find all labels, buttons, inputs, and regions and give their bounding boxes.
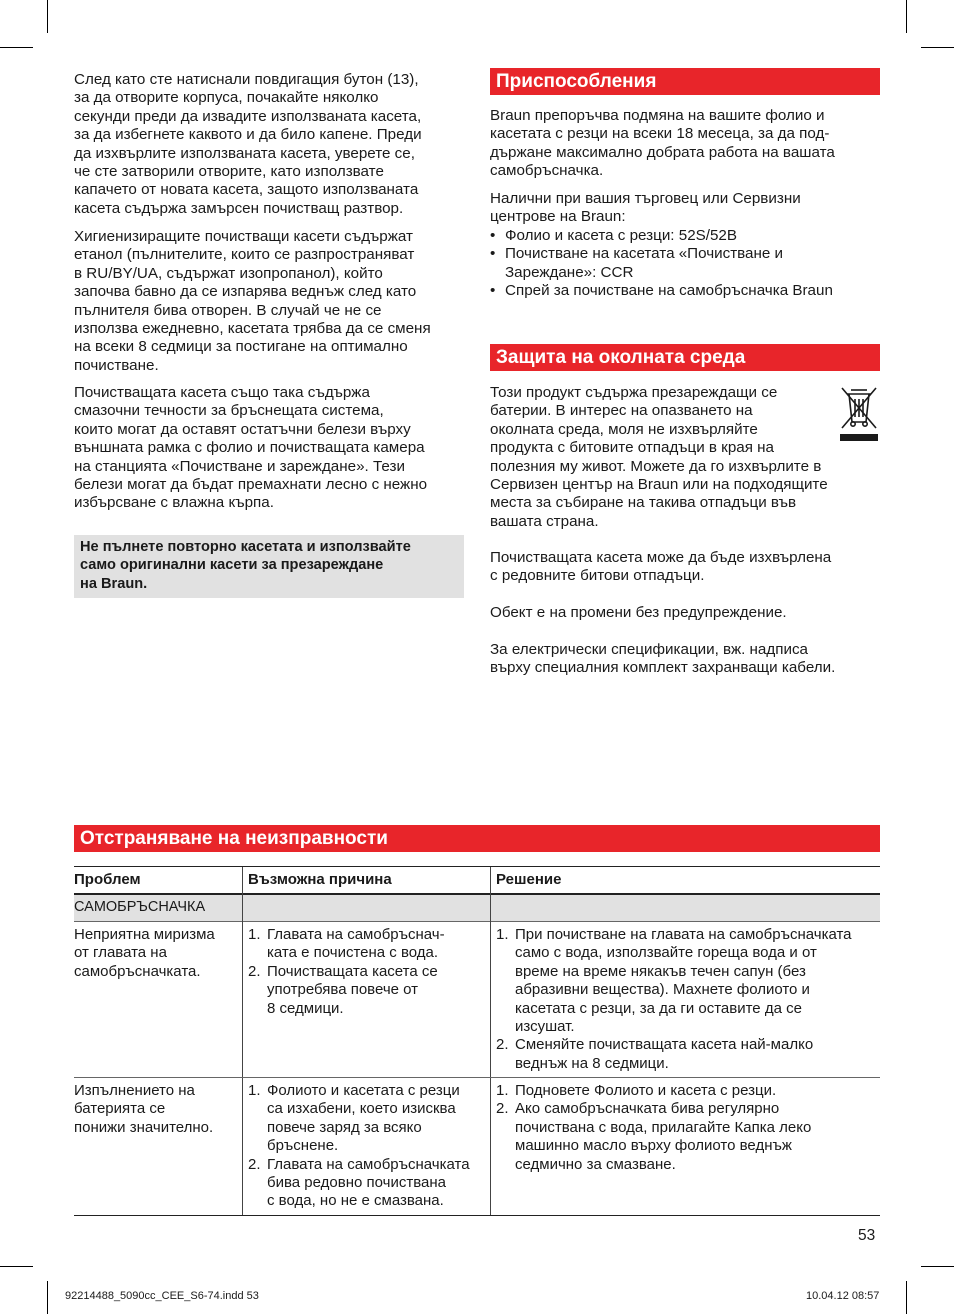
subject-to-change-paragraph bbox=[490, 604, 787, 622]
accessories-bullet-list bbox=[490, 227, 833, 301]
text-line: полезния му живот. Можете да го изхвърлите в bbox=[490, 457, 822, 475]
numbered-item bbox=[248, 1156, 470, 1211]
text-line: само с вода, използвайте гореща вода и от bbox=[515, 944, 817, 962]
text-line: Изпълнението на bbox=[74, 1082, 195, 1099]
text-line: избърсване с влажна кърпа. bbox=[74, 494, 274, 512]
column-header-solution: Решение bbox=[496, 871, 562, 888]
text-line: Неприятна миризма bbox=[74, 926, 215, 943]
crop-mark bbox=[921, 1266, 954, 1267]
text-line: белези могат да бъдат премахнати лесно с нежно bbox=[74, 476, 428, 494]
accessories-availability-paragraph bbox=[490, 190, 801, 227]
text-line: на Braun. bbox=[80, 575, 148, 592]
row-rule bbox=[74, 1077, 880, 1078]
text-line: самобръсначка. bbox=[490, 162, 604, 180]
numbered-item bbox=[496, 1082, 811, 1100]
text-line: на всеки 8 седмици за постигане на оптимално bbox=[74, 338, 408, 356]
bullet-item bbox=[490, 282, 833, 300]
text-line: батерията се bbox=[74, 1100, 166, 1118]
bullet-icon: • bbox=[490, 282, 496, 300]
troubleshooting-heading: Отстраняване на неизправности bbox=[74, 825, 880, 852]
text-line: на станцията «Почистване и зареждане». Тези bbox=[74, 457, 405, 475]
text-line: След като сте натиснали повдигащия бутон (13), bbox=[74, 71, 419, 88]
section-label: САМОБРЪСНАЧКА bbox=[74, 899, 206, 915]
text-line: Главата на самобръсначката bbox=[267, 1155, 470, 1173]
row2-solutions bbox=[496, 1082, 811, 1174]
accessories-paragraph bbox=[490, 107, 835, 181]
row2-problem bbox=[74, 1082, 213, 1137]
text-line: употребява повече от bbox=[267, 981, 419, 999]
text-line: продукта с битовите отпадъци в края на bbox=[490, 439, 775, 457]
row2-causes bbox=[248, 1082, 470, 1211]
text-line: Главата на самобръснач- bbox=[267, 926, 445, 943]
text-line: държане максимално добрата работа на вашата bbox=[490, 143, 835, 161]
crop-mark bbox=[906, 0, 907, 33]
text-line: с редовните битови отпадъци. bbox=[490, 567, 705, 585]
item-number: 1. bbox=[248, 926, 261, 943]
section-rule bbox=[74, 921, 880, 922]
text-line: Почистващата касета също така съдържа bbox=[74, 384, 370, 401]
text-line: само оригинални касети за презареждане bbox=[80, 557, 384, 574]
crop-mark bbox=[47, 1281, 48, 1314]
item-number: 1. bbox=[248, 1082, 261, 1099]
column-divider bbox=[490, 867, 491, 1215]
bullet-icon: • bbox=[490, 245, 496, 263]
text-line: веднъж на 8 седмици. bbox=[515, 1054, 669, 1072]
numbered-item bbox=[496, 926, 852, 1036]
text-line: машинно масло върху фолиото веднъж bbox=[515, 1137, 792, 1155]
text-line: Сменяйте почистващата касета най-малко bbox=[515, 1036, 814, 1054]
footer-date: 10.04.12 08:57 bbox=[806, 1290, 880, 1302]
item-number: 1. bbox=[496, 926, 509, 943]
text-line: са изхабени, което изисква bbox=[267, 1100, 456, 1118]
text-line: 8 седмици. bbox=[267, 999, 344, 1017]
item-number: 2. bbox=[248, 1155, 261, 1173]
text-line: батерии. В интерес на опазването на bbox=[490, 402, 753, 420]
electrical-specs-paragraph bbox=[490, 641, 835, 678]
text-line: вашата страна. bbox=[490, 512, 599, 530]
text-line: самобръсначката. bbox=[74, 962, 201, 980]
accessories-heading: Приспособления bbox=[490, 68, 880, 95]
text-line: етанол (пълнителите, които се разпространяват bbox=[74, 246, 415, 264]
text-line: които могат да оставят остатъчни белези върху bbox=[74, 420, 411, 438]
numbered-item bbox=[248, 963, 445, 1018]
text-line: центрове на Braun: bbox=[490, 208, 626, 226]
text-line: външната рамка с фолио и почистващата камера bbox=[74, 439, 425, 457]
text-line: бръснене. bbox=[267, 1137, 339, 1155]
column-header-problem: Проблем bbox=[74, 871, 141, 888]
text-line: с вода, но не е смазвана. bbox=[267, 1192, 444, 1210]
text-line: касетата с резци, за да ги оставите да се bbox=[515, 999, 802, 1017]
text-line: места за събиране на такива отпадъци във bbox=[490, 494, 797, 512]
text-line: касета съдържа замърсен почистващ разтвор. bbox=[74, 199, 404, 217]
crop-mark bbox=[0, 47, 33, 48]
crossed-out-wheelie-bin-icon bbox=[838, 385, 880, 443]
item-number: 1. bbox=[496, 1082, 509, 1099]
text-line: Не пълнете повторно касетата и използвайте bbox=[80, 539, 411, 555]
bullet-icon: • bbox=[490, 227, 496, 244]
text-line: пълнителя бива отворен. В случай че не се bbox=[74, 301, 382, 319]
text-line: За електрически спецификации, вж. надписа bbox=[490, 641, 808, 658]
crop-mark bbox=[47, 0, 48, 33]
text-line: бива редовно почиствана bbox=[267, 1174, 446, 1192]
text-line: Спрей за почистване на самобръсначка Braun bbox=[505, 282, 833, 300]
row1-causes bbox=[248, 926, 445, 1018]
text-line: почиствана с вода, прилагайте Капка леко bbox=[515, 1118, 812, 1136]
text-line: върху специалния комплект захранващи кабели. bbox=[490, 659, 836, 677]
text-line: Почистване на касетата «Почистване и bbox=[505, 245, 784, 263]
text-line: Този продукт съдържа презареждащи се bbox=[490, 384, 778, 401]
text-line: от главата на bbox=[74, 944, 167, 962]
text-line: Почистващата касета се bbox=[267, 962, 438, 980]
text-line: Фолио и касета с резци: 52S/52B bbox=[505, 227, 738, 244]
crop-mark bbox=[921, 47, 954, 48]
bullet-item bbox=[490, 227, 833, 245]
text-line: Зареждане»: CCR bbox=[505, 263, 634, 281]
text-line: капачето от новата касета, защото използваната bbox=[74, 181, 419, 199]
warning-note-box bbox=[74, 535, 464, 598]
item-number: 2. bbox=[248, 962, 261, 980]
text-line: околната среда, моля не изхвърляйте bbox=[490, 420, 758, 438]
text-line: време на време някакъв течен сапун (без bbox=[515, 962, 806, 980]
section-row bbox=[74, 895, 880, 921]
text-line: в RU/BY/UA, съдържат изопропанол), който bbox=[74, 264, 383, 282]
text-line: абразивни вещества). Махнете фолиото и bbox=[515, 981, 810, 999]
numbered-item bbox=[496, 1100, 811, 1174]
text-line: Сервизен център на Braun или на подходящите bbox=[490, 476, 828, 494]
text-line: Braun препоръчва подмяна на вашите фолио и bbox=[490, 107, 825, 124]
text-line: повече заряд за всяко bbox=[267, 1118, 422, 1136]
text-line: започва бавно да се изпарява веднъж след като bbox=[74, 283, 417, 301]
environment-battery-paragraph bbox=[490, 384, 828, 531]
text-line: понижи значително. bbox=[74, 1118, 214, 1136]
text-line: че сте затворили отворите, като използвате bbox=[74, 163, 384, 181]
text-line: Налични при вашия търговец или Сервизни bbox=[490, 190, 801, 207]
numbered-item bbox=[496, 1036, 852, 1073]
row1-problem bbox=[74, 926, 215, 981]
text-line: Хигиенизиращите почистващи касети съдържат bbox=[74, 228, 413, 245]
text-line: касетата с резци на всеки 18 месеца, за да под- bbox=[490, 125, 830, 143]
text-line: Обект е на промени без предупреждение. bbox=[490, 604, 787, 621]
environment-cartridge-paragraph bbox=[490, 549, 831, 586]
table-top-rule bbox=[74, 866, 880, 867]
table-bottom-rule bbox=[74, 1215, 880, 1216]
text-line: да изхвърлите използваната касета, уверете се, bbox=[74, 144, 415, 162]
text-line: почистване. bbox=[74, 356, 159, 374]
environment-heading: Защита на околната среда bbox=[490, 344, 880, 371]
text-line: секунди преди да извадите използваната касета, bbox=[74, 107, 422, 125]
crop-mark bbox=[0, 1266, 33, 1267]
text-line: Ако самобръсначката бива регулярно bbox=[515, 1100, 780, 1118]
text-line: Подновете Фолиото и касета с резци. bbox=[515, 1082, 777, 1099]
numbered-item bbox=[248, 1082, 470, 1156]
item-number: 2. bbox=[496, 1036, 509, 1054]
hygiene-cartridge-paragraph bbox=[74, 228, 431, 375]
crop-mark bbox=[906, 1281, 907, 1314]
text-line: за да отворите корпуса, почакайте няколко bbox=[74, 89, 379, 107]
lubricant-paragraph bbox=[74, 384, 427, 513]
text-line: Фолиото и касетата с резци bbox=[267, 1082, 460, 1099]
text-line: седмично за смазване. bbox=[515, 1155, 676, 1173]
bullet-item bbox=[490, 245, 833, 282]
column-divider bbox=[242, 867, 243, 1215]
footer-file-info: 92214488_5090cc_CEE_S6-74.indd 53 bbox=[65, 1290, 259, 1302]
column-header-cause: Възможна причина bbox=[248, 871, 392, 888]
text-line: При почистване на главата на самобръсначката bbox=[515, 926, 852, 943]
page-number: 53 bbox=[858, 1227, 876, 1244]
text-line: използва ежедневно, касетата трябва да се сменя bbox=[74, 320, 431, 338]
numbered-item bbox=[248, 926, 445, 963]
item-number: 2. bbox=[496, 1100, 509, 1118]
text-line: смазочни течности за бръснещата система, bbox=[74, 402, 384, 420]
text-line: изсушат. bbox=[515, 1018, 575, 1036]
cartridge-disposal-paragraph bbox=[74, 71, 422, 218]
text-line: Почистващата касета може да бъде изхвърлена bbox=[490, 549, 832, 566]
text-line: за да избегнете каквото и да било капене. Преди bbox=[74, 126, 422, 144]
text-line: ката е почистена с вода. bbox=[267, 944, 439, 962]
row1-solutions bbox=[496, 926, 852, 1073]
